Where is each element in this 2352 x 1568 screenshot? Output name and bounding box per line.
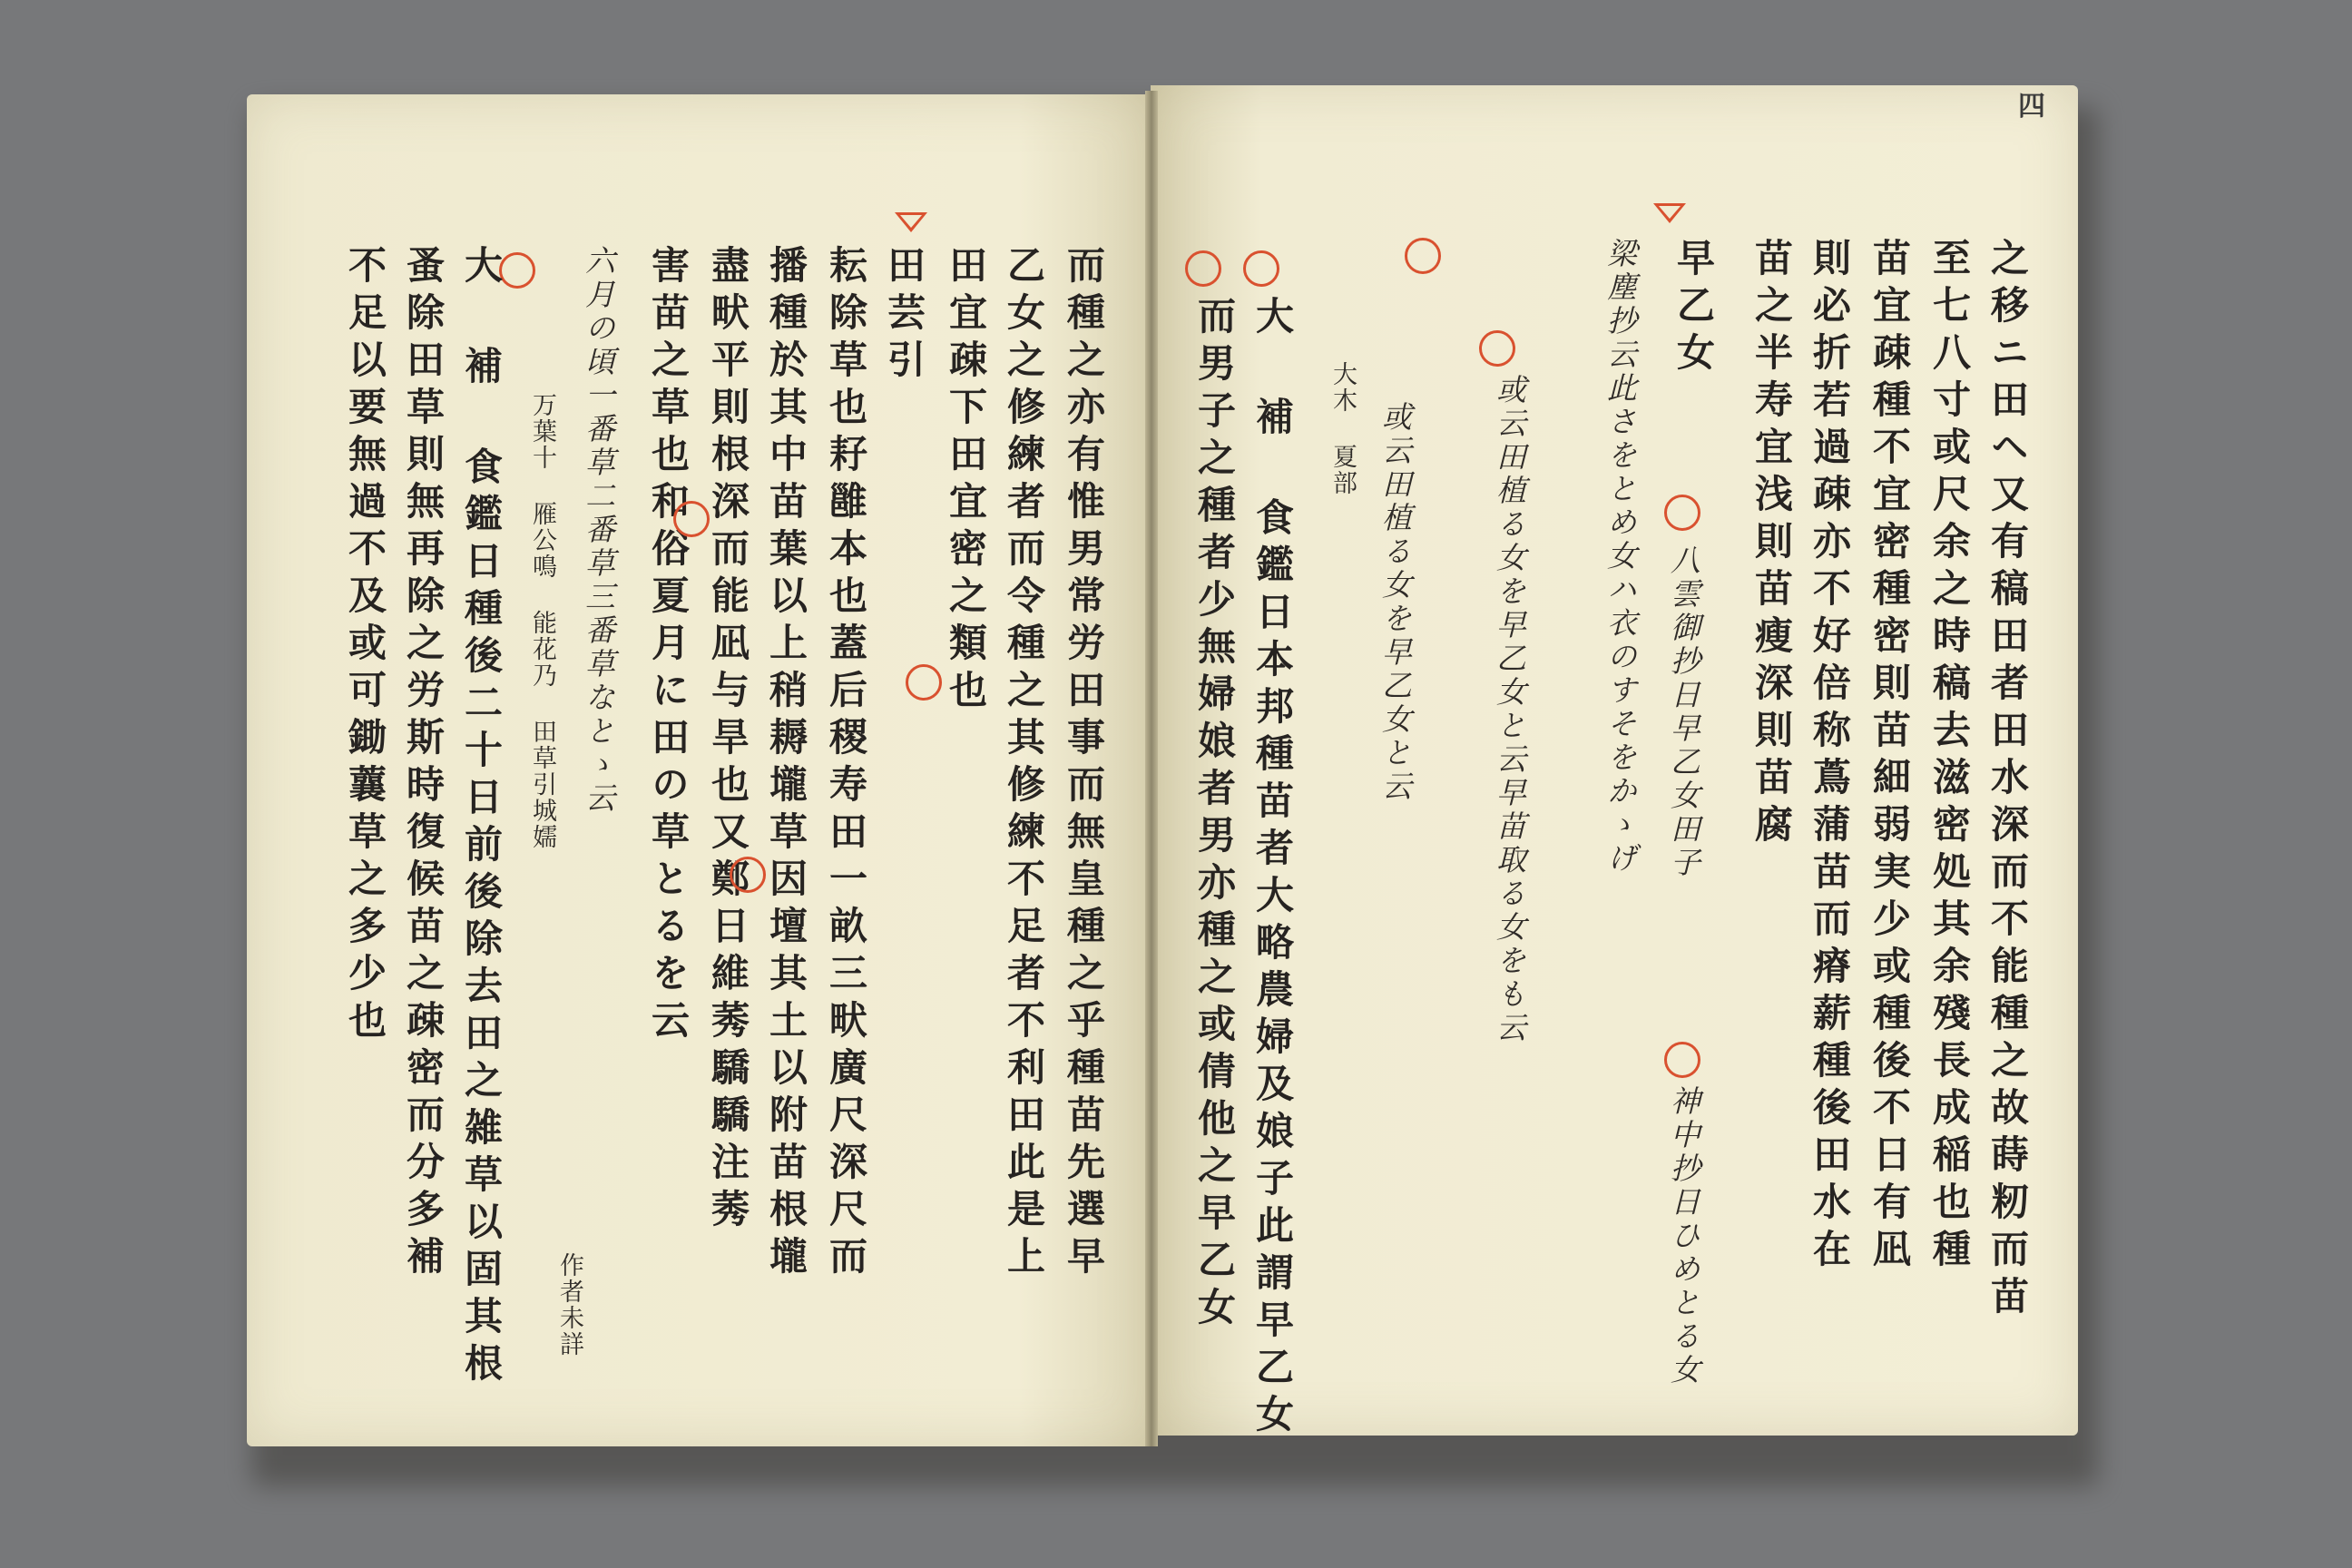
text-column: 則必折若過疎亦不好倍称蔦蒲苗而瘠薪種後田水在	[1808, 238, 1852, 1276]
text-column: 万葉十 雁公鳴 能花乃 田草引城嬬	[528, 392, 556, 850]
text-column: 之移ニ田ヘ又有稿田者田水深而不能種之故蒔籾而苗	[1985, 238, 2030, 1323]
circle-mark-icon	[730, 857, 766, 893]
page-number: 四	[2018, 91, 2045, 122]
circle-mark-icon	[1664, 495, 1700, 531]
text-column: 耘除草也耔雝本也蓋后稷寿田一畝三畎廣尺深尺而	[824, 245, 868, 1283]
text-column: 至七八寸或尺余之時稿去滋密処其余殘長成稲也種	[1927, 238, 1972, 1276]
text-column: 盡畎平則根深而能凪与旱也又鄭日維莠驕驕注莠	[706, 245, 750, 1236]
text-column: 梁塵抄云此さをとめ女ハ衣のすそをかゝげ	[1602, 238, 1638, 876]
circle-mark-icon	[1405, 238, 1441, 274]
section-mark-icon	[1653, 203, 1686, 223]
text-column: 神中抄日ひめとる女	[1666, 1085, 1701, 1387]
text-column: 大 補 食鑑日種後二十日前後除去田之雑草以固其根	[459, 245, 504, 1390]
text-column: 苗宜疎種不宜密種密則苗細弱実少或種後不日有凪	[1867, 238, 1912, 1276]
text-column: 或云田植る女を早乙女と云早苗取る女をも云	[1492, 374, 1527, 1045]
text-column: 不足以要無過不及或可鋤蘘草之多少也	[343, 245, 387, 1047]
attribution: 大木 夏部	[1328, 361, 1357, 496]
circle-mark-icon	[673, 501, 710, 537]
text-column: 乙女之修練者而令種之其修練不足者不利田此是上	[1002, 245, 1046, 1283]
text-column: 而種之亦有惟男常労田事而無皇種之乎種苗先選早	[1062, 245, 1106, 1283]
text-column: 或云田植る女を早乙女と云	[1377, 401, 1413, 804]
text-column: 大 補 食鑑日本邦種苗者大略農婦及娘子此謂早乙女	[1250, 296, 1295, 1441]
text-column: 播種於其中苗葉以上稍耨壠草因壇其土以附苗根壠	[764, 245, 808, 1283]
section-mark-icon	[895, 212, 927, 232]
circle-mark-icon	[1185, 250, 1221, 287]
text-column: 蚤除田草則無再除之労斯時復候苗之疎密而分多補	[401, 245, 446, 1283]
circle-mark-icon	[1243, 250, 1279, 287]
text-column: 害苗之草也和俗夏月に田の草とるを云	[646, 245, 691, 1047]
text-column: 而男子之種者少無婦娘者男亦種之或倩他之早乙女	[1192, 296, 1237, 1334]
section-heading: 田芸引	[882, 245, 926, 387]
text-column: 六月の頃一番草二番草三番草なとゝ云	[581, 245, 616, 816]
circle-mark-icon	[1479, 330, 1515, 367]
circle-mark-icon	[1664, 1042, 1700, 1078]
section-heading: 早乙女	[1671, 238, 1716, 379]
book-gutter	[1145, 91, 1158, 1446]
text-column: 田宜疎下田宜密之類也	[944, 245, 988, 717]
text-column: 苗之半寿宜浅則苗瘦深則苗腐	[1749, 238, 1794, 851]
text-column: 八雲御抄日早乙女田子	[1666, 544, 1701, 880]
circle-mark-icon	[906, 664, 942, 701]
attribution: 作者未詳	[555, 1252, 583, 1357]
